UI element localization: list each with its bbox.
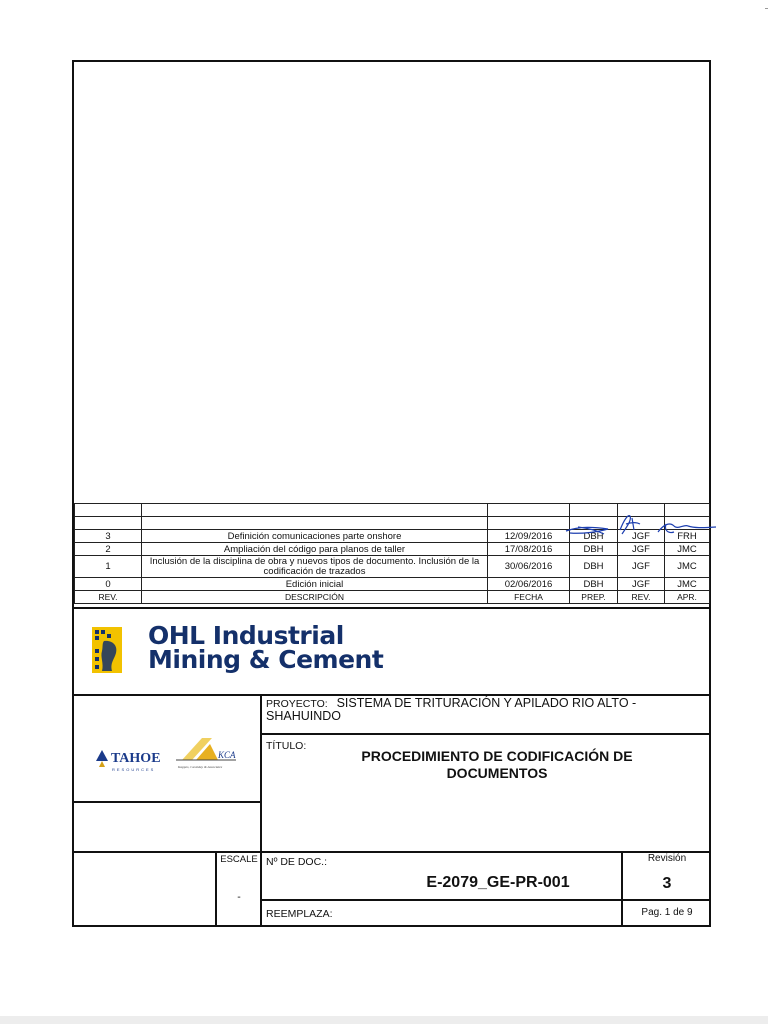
document-title-line2: DOCUMENTOS [446, 765, 548, 781]
date-cell: 12/09/2016 [488, 530, 570, 543]
kca-logo-subtext: Kappes, Cassiday & Associates [178, 765, 223, 769]
project-label: PROYECTO: [266, 698, 328, 710]
divider [621, 851, 623, 927]
company-name [148, 621, 384, 674]
table-row [75, 543, 710, 556]
rev-by-cell: JGF [618, 578, 665, 591]
divider [260, 694, 262, 861]
rev-cell: 1 [75, 556, 142, 578]
revision-label: Revisión [647, 853, 687, 864]
document-frame [72, 60, 711, 927]
tahoe-logo-text: TAHOE [111, 751, 161, 766]
date-cell: 02/06/2016 [488, 578, 570, 591]
kca-logo-text: KCA [218, 750, 236, 760]
divider [74, 851, 709, 853]
header-rev: REV. [75, 591, 142, 604]
apr-cell: JMC [665, 578, 710, 591]
project-value: SISTEMA DE TRITURACIÓN Y APILADO RIO ALTO - [336, 696, 637, 710]
apr-cell: JMC [665, 543, 710, 556]
document-title-line1: PROCEDIMIENTO DE CODIFICACIÓN DE [361, 748, 633, 764]
page-number: Pag. 1 de 9 [641, 907, 693, 918]
document-title [332, 748, 662, 782]
scale-label: ESCALE [220, 854, 258, 865]
title-label: TÍTULO: [266, 740, 307, 752]
tahoe-logo-icon [92, 747, 170, 777]
divider [215, 851, 217, 927]
divider [260, 851, 262, 927]
description-cell: Inclusión de la disciplina de obra y nuevos tipos de documento. Inclusión de la codificación de trazados [142, 556, 488, 578]
header-date: FECHA [488, 591, 570, 604]
replaces-label: REEMPLAZA: [266, 908, 333, 920]
rev-cell: 3 [75, 530, 142, 543]
project-field [266, 697, 686, 723]
table-header-row [75, 591, 710, 604]
table-row [75, 578, 710, 591]
header-apr: APR. [665, 591, 710, 604]
rev-by-cell: JGF [618, 556, 665, 578]
header-rev-by: REV. [618, 591, 665, 604]
ohl-logo-icon [92, 627, 122, 673]
divider [260, 733, 709, 735]
company-logo [74, 610, 709, 694]
scale-value: - [237, 891, 241, 903]
divider [74, 607, 709, 609]
rev-by-cell: JGF [618, 543, 665, 556]
prep-cell: DBH [570, 578, 618, 591]
kca-logo-icon [174, 734, 246, 778]
tahoe-logo-subtext: RESOURCES [112, 767, 156, 772]
doc-number-label: Nº DE DOC.: [266, 856, 328, 868]
prep-cell: DBH [570, 530, 618, 543]
description-cell: Ampliación del código para planos de taller [142, 543, 488, 556]
rev-cell: 0 [75, 578, 142, 591]
project-value-line2: SHAHUINDO [266, 709, 342, 723]
apr-cell: FRH [665, 530, 710, 543]
revision-number: 3 [662, 875, 672, 892]
description-cell: Definición comunicaciones parte onshore [142, 530, 488, 543]
signature-marks [560, 512, 720, 542]
description-cell: Edición inicial [142, 578, 488, 591]
doc-number: E-2079_GE-PR-001 [426, 874, 570, 891]
header-description: DESCRIPCIÓN [142, 591, 488, 604]
rev-by-cell: JGF [618, 530, 665, 543]
page-bottom-edge [0, 1016, 768, 1024]
header-prep: PREP. [570, 591, 618, 604]
company-name-line1: OHL Industrial [148, 621, 344, 650]
table-row [75, 556, 710, 578]
apr-cell: JMC [665, 556, 710, 578]
divider [260, 899, 709, 901]
company-name-line2: Mining & Cement [148, 645, 384, 674]
date-cell: 17/08/2016 [488, 543, 570, 556]
rev-cell: 2 [75, 543, 142, 556]
prep-cell: DBH [570, 543, 618, 556]
prep-cell: DBH [570, 556, 618, 578]
divider [74, 801, 260, 803]
date-cell: 30/06/2016 [488, 556, 570, 578]
